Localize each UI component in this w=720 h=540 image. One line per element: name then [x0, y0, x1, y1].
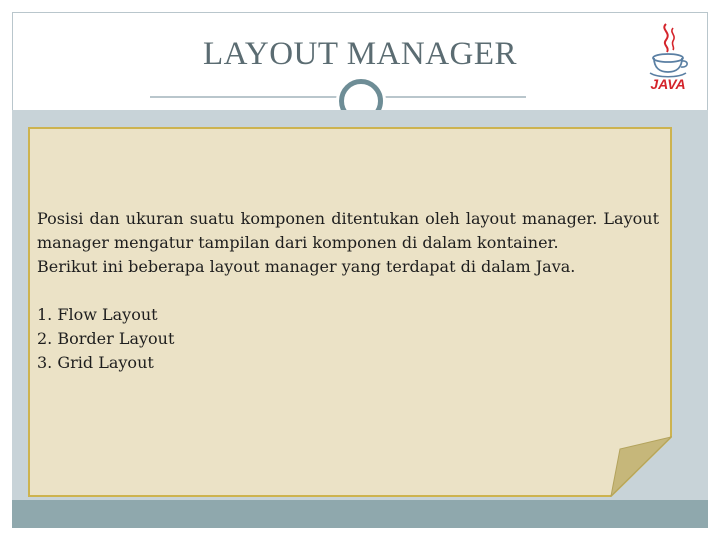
layout-list — [37, 303, 659, 375]
java-logo — [642, 18, 694, 94]
note-content — [37, 207, 659, 375]
java-logo-text: JAVA — [650, 76, 686, 92]
paragraph-1: Posisi dan ukuran suatu komponen ditentukan oleh layout manager. Layout manager mengatur tampilan dari komponen di dalam kontainer. — [37, 209, 659, 252]
title-rule-left — [150, 96, 340, 98]
list-item: 1. Flow Layout — [37, 305, 158, 324]
paragraph-2: Berikut ini beberapa layout manager yang terdapat di dalam Java. — [37, 257, 576, 276]
title-rule-right — [381, 96, 526, 98]
spacer — [37, 279, 659, 303]
footer-bar — [12, 500, 708, 528]
list-item: 2. Border Layout — [37, 329, 175, 348]
slide-title: LAYOUT MANAGER — [202, 36, 518, 72]
list-item: 3. Grid Layout — [37, 353, 154, 372]
